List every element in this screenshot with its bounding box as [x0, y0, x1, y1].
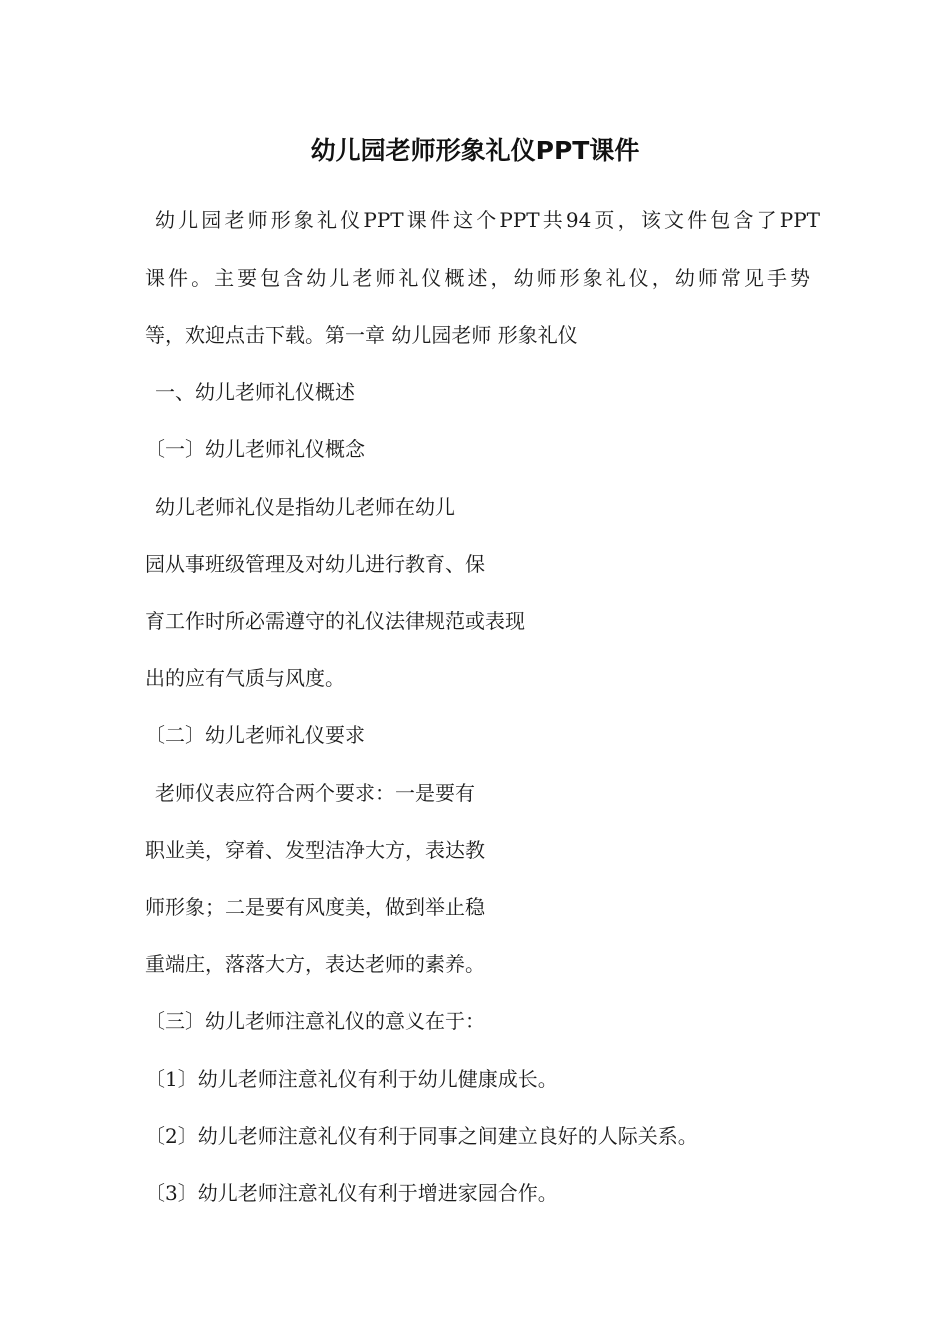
paragraph-line: 职业美，穿着、发型洁净大方，表达教: [145, 838, 485, 862]
paragraph-line: 重端庄，落落大方，表达老师的素养。: [145, 952, 485, 976]
paragraph-line: 师形象；二是要有风度美，做到举止稳: [145, 895, 485, 919]
subsection-heading: 〔一〕幼儿老师礼仪概念: [145, 437, 365, 461]
list-item: 〔3〕幼儿老师注意礼仪有利于增进家园合作。: [145, 1181, 558, 1205]
paragraph-line: 出的应有气质与风度。: [145, 666, 345, 690]
paragraph-line: 课件。主要包含幼儿老师礼仪概述，幼师形象礼仪，幼师常见手势: [145, 266, 810, 290]
paragraph-line: 幼儿老师礼仪是指幼儿老师在幼儿: [155, 495, 455, 519]
paragraph-line: 老师仪表应符合两个要求：一是要有: [155, 781, 475, 805]
paragraph-line: 幼儿园老师形象礼仪PPT课件这个PPT共94页，该文件包含了PPT: [155, 208, 820, 232]
paragraph-line: 等，欢迎点击下载。第一章 幼儿园老师 形象礼仪: [145, 323, 578, 347]
list-item: 〔2〕幼儿老师注意礼仪有利于同事之间建立良好的人际关系。: [145, 1124, 698, 1148]
subsection-heading: 〔三〕幼儿老师注意礼仪的意义在于：: [145, 1009, 485, 1033]
list-item: 〔1〕幼儿老师注意礼仪有利于幼儿健康成长。: [145, 1067, 558, 1091]
section-heading: 一、幼儿老师礼仪概述: [155, 380, 355, 404]
paragraph-line: 园从事班级管理及对幼儿进行教育、保: [145, 552, 485, 576]
document-title: 幼儿园老师形象礼仪PPT课件: [310, 136, 640, 165]
paragraph-line: 育工作时所必需遵守的礼仪法律规范或表现: [145, 609, 525, 633]
subsection-heading: 〔二〕幼儿老师礼仪要求: [145, 723, 365, 747]
